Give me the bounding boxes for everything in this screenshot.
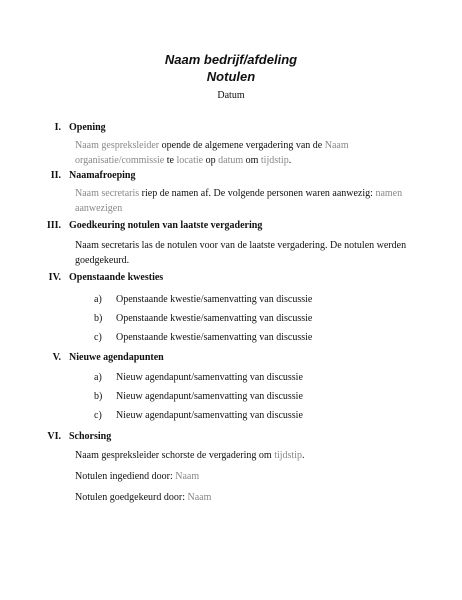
- minutes-submitted-by: [75, 469, 410, 484]
- placeholder-submitter-name: Naam: [175, 471, 200, 482]
- placeholder-chair-name: Naam gespreksleider: [75, 140, 160, 151]
- list-item-text: Nieuw agendapunt/samenvatting van discussie: [116, 372, 303, 383]
- list-item: [94, 313, 312, 324]
- list-item-label: a): [94, 372, 102, 383]
- section-title: Goedkeuring notulen van laatste vergadering: [69, 220, 263, 231]
- section-title: Schorsing: [69, 431, 112, 442]
- section-number: I.: [54, 122, 61, 133]
- list-item-text: Openstaande kwestie/samenvatting van discussie: [116, 313, 313, 324]
- section-title: Opening: [69, 122, 106, 133]
- list-item: [94, 391, 303, 402]
- meeting-date: Datum: [217, 90, 245, 101]
- placeholder-location: locatie: [176, 155, 204, 166]
- section-heading-roll-call: [37, 170, 135, 181]
- list-item-text: Nieuw agendapunt/samenvatting van discussie: [116, 410, 303, 421]
- approved-label: Notulen goedgekeurd door:: [75, 492, 188, 503]
- placeholder-time: tijdstip: [274, 450, 302, 461]
- approval-paragraph: Naam secretaris las de notulen voor van de laatste vergadering. De notulen werden goedgekeurd.: [75, 240, 407, 266]
- placeholder-organization: Naam organisatie/commissie: [75, 140, 349, 166]
- placeholder-attendees: namen aanwezigen: [75, 188, 403, 214]
- list-item: [94, 332, 312, 343]
- list-item-text: Nieuw agendapunt/samenvatting van discussie: [116, 391, 303, 402]
- section-number: VI.: [47, 431, 61, 442]
- section-title: Naamafroeping: [69, 170, 136, 181]
- list-item-label: b): [94, 391, 103, 402]
- list-item: [94, 410, 303, 421]
- list-item-label: b): [94, 313, 103, 324]
- section-number: V.: [52, 352, 61, 363]
- section-heading-opening: [37, 122, 106, 133]
- submitted-label: Notulen ingediend door:: [75, 471, 176, 482]
- section-heading-open-issues: [37, 272, 163, 283]
- section-number: III.: [46, 220, 61, 231]
- placeholder-approver-name: Naam: [187, 492, 212, 503]
- placeholder-time: tijdstip: [260, 155, 289, 166]
- section-number: II.: [50, 170, 61, 181]
- opening-paragraph: Naam gespreksleider opende de algemene vergadering van de Naam organisatie/commissie te locatie op datum om tijdstip.: [75, 140, 349, 166]
- list-item-label: a): [94, 294, 102, 305]
- list-item-label: c): [94, 332, 102, 343]
- section-number: IV.: [48, 272, 61, 283]
- list-item-label: c): [94, 410, 102, 421]
- document-title: Notulen: [206, 69, 256, 84]
- adjournment-paragraph: Naam gespreksleider schorste de vergadering om tijdstip.: [75, 450, 305, 461]
- section-heading-approval: [37, 220, 262, 231]
- section-title: Openstaande kwesties: [69, 272, 164, 283]
- list-item-text: Openstaande kwestie/samenvatting van discussie: [116, 294, 313, 305]
- section-title: Nieuwe agendapunten: [69, 352, 164, 363]
- list-item-text: Openstaande kwestie/samenvatting van discussie: [116, 332, 313, 343]
- placeholder-date: datum: [218, 155, 244, 166]
- company-name: Naam bedrijf/afdeling: [164, 52, 298, 67]
- list-item: [94, 294, 312, 305]
- placeholder-secretary-name: Naam secretaris: [75, 188, 140, 199]
- section-heading-new-items: [37, 352, 164, 363]
- section-heading-adjournment: [37, 431, 111, 442]
- roll-call-paragraph: Naam secretaris riep de namen af. De volgende personen waren aanwezig: namen aanwezigen: [75, 188, 403, 214]
- list-item: [94, 372, 303, 383]
- minutes-approved-by: [75, 490, 410, 505]
